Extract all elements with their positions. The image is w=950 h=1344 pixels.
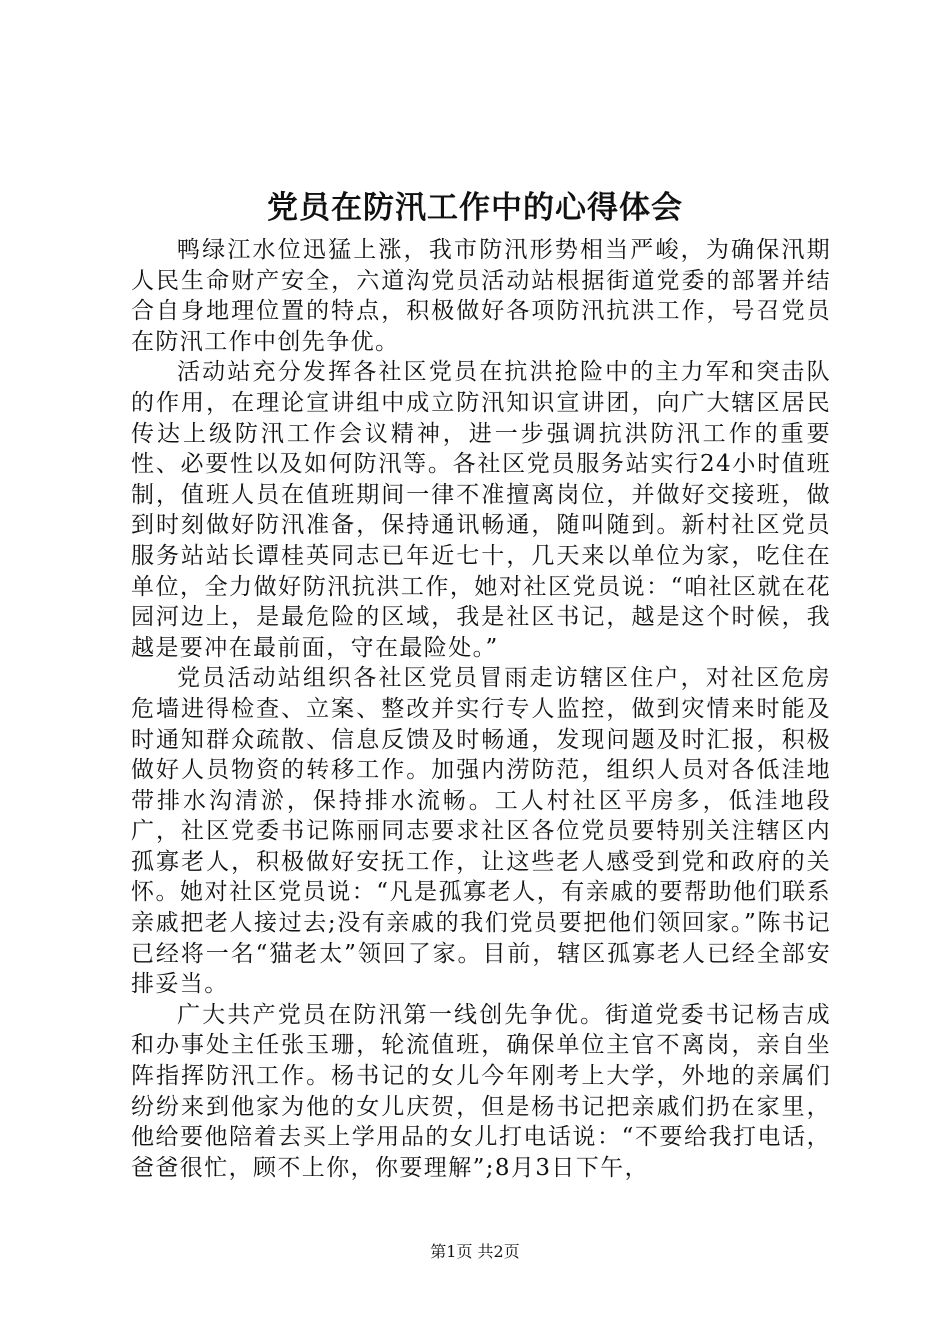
page-footer xyxy=(0,1240,950,1264)
page-number: 第1页 共2页 xyxy=(430,1242,520,1261)
document-title: 党员在防汛工作中的心得体会 xyxy=(267,190,683,226)
paragraph-1: 鸭绿江水位迅猛上涨，我市防汛形势相当严峻，为确保汛期人民生命财产安全，六道沟党员活动站根据街道党委的部署并结合自身地理位置的特点，积极做好各项防汛抗洪工作，号召党员在防汛工作中创先争优。 xyxy=(131,237,831,355)
document-body xyxy=(131,235,831,1183)
paragraph-4: 广大共产党员在防汛第一线创先争优。街道党委书记杨吉成和办事处主任张玉珊，轮流值班，确保单位主官不离岗，亲自坐阵指挥防汛工作。杨书记的女儿今年刚考上大学，外地的亲属们纷纷来到他家为他的女儿庆贺，但是杨书记把亲戚们扔在家里，他给要他陪着去买上学用品的女儿打电话说：“不要给我打电话，爸爸很忙，顾不上你，你要理解”;8月3日下午， xyxy=(131,1001,831,1181)
paragraph-3: 党员活动站组织各社区党员冒雨走访辖区住户，对社区危房危墙进得检查、立案、整改并实行专人监控，做到灾情来时能及时通知群众疏散、信息反馈及时畅通，发现问题及时汇报，积极做好人员物资的转移工作。加强内涝防范，组织人员对各低洼地带排水沟清淤，保持排水流畅。工人村社区平房多，低洼地段广，社区党委书记陈丽同志要求社区各位党员要特别关注辖区内孤寡老人，积极做好安抚工作，让这些老人感受到党和政府的关怀。她对社区党员说：“凡是孤寡老人，有亲戚的要帮助他们联系亲戚把老人接过去;没有亲戚的我们党员要把他们领回家。”陈书记已经将一名“猫老太”领回了家。目前，辖区孤寡老人已经全部安排妥当。 xyxy=(131,665,831,998)
paragraph-2: 活动站充分发挥各社区党员在抗洪抢险中的主力军和突击队的作用，在理论宣讲组中成立防汛知识宣讲团，向广大辖区居民传达上级防汛工作会议精神，进一步强调抗洪防汛工作的重要性、必要性以及如何防汛等。各社区党员服务站实行24小时值班制，值班人员在值班期间一律不准擅离岗位，并做好交接班，做到时刻做好防汛准备，保持通讯畅通，随叫随到。新村社区党员服务站站长谭桂英同志已年近七十，几天来以单位为家，吃住在单位，全力做好防汛抗洪工作，她对社区党员说：“咱社区就在花园河边上，是最危险的区域，我是社区书记，越是这个时候，我越是要冲在最前面，守在最险处。” xyxy=(131,359,831,661)
